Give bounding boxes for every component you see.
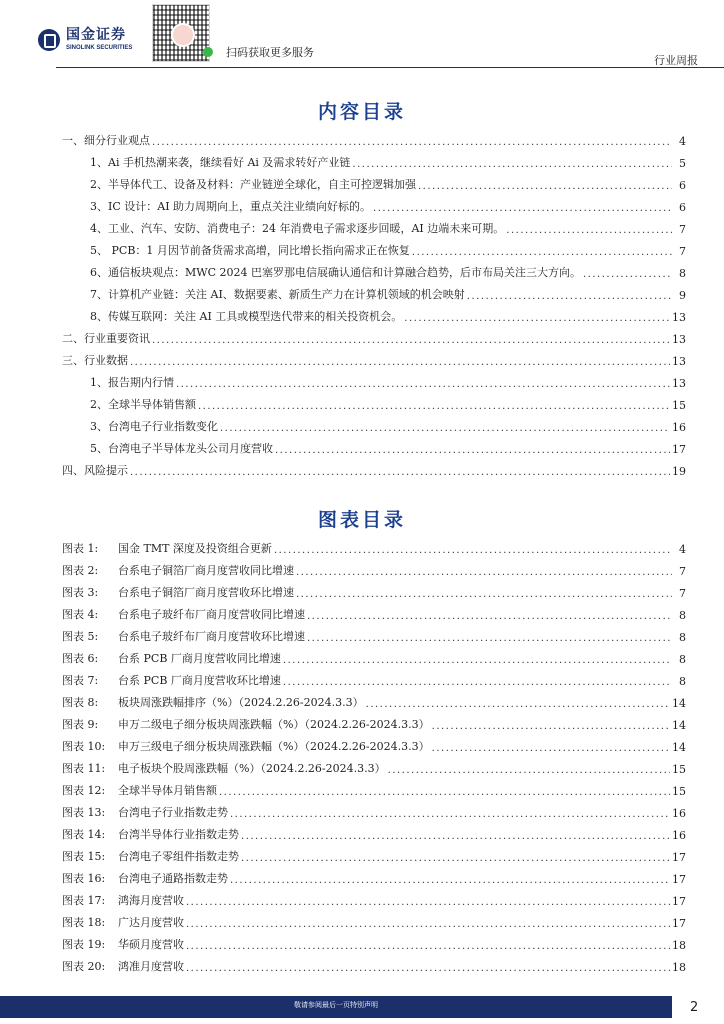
figure-item[interactable]: [62, 606, 686, 622]
figure-leader: [432, 721, 670, 732]
figure-number: 图表 17:: [62, 894, 106, 907]
toc-leader: [418, 181, 672, 192]
figure-label: 台湾电子零组件指数走势: [118, 850, 239, 863]
figure-item[interactable]: [62, 760, 686, 776]
figure-number: 图表 18:: [62, 916, 106, 929]
toc-item[interactable]: [62, 132, 686, 148]
figure-number: 图表 13:: [62, 806, 106, 819]
figure-label: 鸿海月度营收: [118, 894, 184, 907]
figure-number: 图表 19:: [62, 938, 106, 951]
figures-title: 图表目录: [317, 509, 406, 531]
figure-item[interactable]: [62, 892, 686, 908]
figure-page: 15: [672, 785, 686, 798]
wechat-badge-icon: [203, 47, 213, 57]
figure-item[interactable]: [62, 870, 686, 886]
toc-item-page: 13: [672, 377, 686, 390]
report-type-label: 行业周报: [654, 54, 698, 67]
toc-leader: [506, 225, 672, 236]
figure-page: 18: [672, 939, 686, 952]
figure-number: 图表 2:: [62, 564, 99, 577]
figure-page: 17: [672, 917, 686, 930]
figure-leader: [241, 853, 670, 864]
figure-leader: [186, 897, 670, 908]
figure-number: 图表 14:: [62, 828, 106, 841]
figure-label: 台系电子玻纤布厂商月度营收环比增速: [118, 630, 305, 643]
toc-item-page: 13: [672, 355, 686, 368]
figure-leader: [432, 743, 670, 754]
figure-leader: [296, 567, 672, 578]
toc-title: 内容目录: [317, 101, 406, 123]
logo-mark-icon: [38, 29, 60, 51]
toc-leader: [198, 401, 670, 412]
figure-leader: [230, 875, 670, 886]
figure-label: 台系电子铜箔厂商月度营收环比增速: [118, 586, 294, 599]
figure-page: 17: [672, 873, 686, 886]
toc-leader: [404, 313, 670, 324]
figure-leader: [186, 963, 670, 974]
figure-leader: [388, 765, 670, 776]
toc-leader: [130, 357, 670, 368]
figure-number: 图表 6:: [62, 652, 99, 665]
toc-leader: [176, 379, 670, 390]
toc-leader: [220, 423, 670, 434]
page-number: 2: [690, 1000, 699, 1015]
figure-page: 16: [672, 829, 686, 842]
figure-number: 图表 10:: [62, 740, 106, 753]
toc-item-label: 二、行业重要资讯: [62, 332, 150, 345]
figure-number: 图表 20:: [62, 960, 106, 973]
figure-number: 图表 9:: [62, 718, 99, 731]
toc-item-page: 4: [679, 135, 686, 148]
toc-item[interactable]: [90, 396, 686, 412]
figure-page: 8: [679, 653, 686, 666]
toc-item-page: 13: [672, 311, 686, 324]
figure-item[interactable]: [62, 650, 686, 666]
figure-leader: [283, 677, 672, 688]
figure-leader: [230, 809, 670, 820]
toc-item[interactable]: [90, 308, 686, 324]
toc-item-label: 8、传媒互联网：关注 AI 工具或模型迭代带来的相关投资机会。: [90, 310, 403, 323]
footer-disclaimer: 敬请参阅最后一页特别声明: [294, 1001, 378, 1009]
toc-item-label: 3、台湾电子行业指数变化: [90, 420, 218, 433]
figure-label: 全球半导体月销售额: [118, 784, 217, 797]
toc-leader: [583, 269, 672, 280]
toc-leader: [152, 137, 672, 148]
figure-number: 图表 3:: [62, 586, 99, 599]
figure-item[interactable]: [62, 628, 686, 644]
figure-leader: [307, 611, 672, 622]
figure-leader: [366, 699, 670, 710]
toc-leader: [373, 203, 672, 214]
qr-center-avatar: [171, 23, 195, 47]
figure-label: 板块周涨跌幅排序（%）（2024.2.26-2024.3.3）: [118, 696, 364, 709]
figure-page: 17: [672, 895, 686, 908]
toc-item-page: 6: [679, 201, 686, 214]
toc-item[interactable]: [90, 264, 686, 280]
toc-item[interactable]: [90, 242, 686, 258]
figure-item[interactable]: [62, 848, 686, 864]
toc-item-page: 7: [679, 223, 686, 236]
figure-number: 图表 15:: [62, 850, 106, 863]
toc-item-label: 四、风险提示: [62, 464, 128, 477]
figure-label: 广达月度营收: [118, 916, 184, 929]
figure-label: 申万三级电子细分板块周涨跌幅（%）（2024.2.26-2024.3.3）: [118, 740, 430, 753]
toc-item-label: 1、Ai 手机热潮来袭，继续看好 Ai 及需求转好产业链: [90, 156, 351, 169]
figure-leader: [241, 831, 670, 842]
toc-item[interactable]: [90, 418, 686, 434]
figure-label: 鸿准月度营收: [118, 960, 184, 973]
figure-page: 8: [679, 609, 686, 622]
toc-item-page: 17: [672, 443, 686, 456]
toc-item[interactable]: [62, 462, 686, 478]
figure-item[interactable]: [62, 694, 686, 710]
figure-number: 图表 1:: [62, 542, 99, 555]
toc-leader: [352, 159, 672, 170]
toc-item-label: 4、工业、汽车、安防、消费电子：24 年消费电子需求逐步回暖，AI 边端未来可期。: [90, 222, 505, 235]
toc-item[interactable]: [90, 220, 686, 236]
toc-item-label: 一、细分行业观点: [62, 134, 150, 147]
company-logo: [38, 28, 132, 51]
toc-item-page: 6: [679, 179, 686, 192]
qr-code-icon: [152, 4, 210, 62]
toc-leader: [467, 291, 672, 302]
figure-number: 图表 5:: [62, 630, 99, 643]
figure-number: 图表 16:: [62, 872, 106, 885]
figure-number: 图表 7:: [62, 674, 99, 687]
toc-item-label: 6、通信板块观点：MWC 2024 巴塞罗那电信展确认通信和计算融合趋势，后市布局关注三大方向。: [90, 266, 581, 279]
figure-item[interactable]: [62, 584, 686, 600]
header-divider: [56, 67, 724, 68]
logo-text: [66, 28, 132, 51]
figure-label: 台系电子玻纤布厂商月度营收同比增速: [118, 608, 305, 621]
figure-item[interactable]: [62, 562, 686, 578]
toc-leader: [275, 445, 670, 456]
toc-item-label: 2、半导体代工、设备及材料：产业链逆全球化，自主可控逻辑加强: [90, 178, 416, 191]
figure-page: 18: [672, 961, 686, 974]
figure-leader: [186, 919, 670, 930]
toc-item-label: 5、 PCB：1 月因节前备货需求高增，同比增长指向需求正在恢复: [90, 244, 410, 257]
figure-page: 8: [679, 675, 686, 688]
figure-leader: [296, 589, 672, 600]
figure-label: 台湾电子通路指数走势: [118, 872, 228, 885]
toc-item[interactable]: [90, 374, 686, 390]
figure-label: 国金 TMT 深度及投资组合更新: [118, 542, 272, 555]
figure-label: 华硕月度营收: [118, 938, 184, 951]
figure-leader: [219, 787, 670, 798]
toc-item[interactable]: [90, 176, 686, 192]
toc-item[interactable]: [90, 198, 686, 214]
toc-item[interactable]: [62, 352, 686, 368]
toc-item-page: 8: [679, 267, 686, 280]
page-header: [0, 0, 724, 68]
figure-item[interactable]: [62, 716, 686, 732]
toc-item-page: 13: [672, 333, 686, 346]
figure-leader: [307, 633, 672, 644]
toc-item[interactable]: [90, 154, 686, 170]
figure-page: 16: [672, 807, 686, 820]
toc-item-page: 16: [672, 421, 686, 434]
figure-label: 申万二级电子细分板块周涨跌幅（%）（2024.2.26-2024.3.3）: [118, 718, 430, 731]
toc-item[interactable]: [90, 286, 686, 302]
toc-leader: [412, 247, 672, 258]
figure-item[interactable]: [62, 804, 686, 820]
figure-label: 台湾半导体行业指数走势: [118, 828, 239, 841]
toc-item-page: 5: [679, 157, 686, 170]
figure-label: 台湾电子行业指数走势: [118, 806, 228, 819]
figure-item[interactable]: [62, 958, 686, 974]
figure-page: 14: [672, 741, 686, 754]
figure-leader: [186, 941, 670, 952]
figure-page: 15: [672, 763, 686, 776]
toc-leader: [130, 467, 670, 478]
figure-item[interactable]: [62, 540, 686, 556]
figure-label: 电子板块个股周涨跌幅（%）（2024.2.26-2024.3.3）: [118, 762, 386, 775]
figure-page: 14: [672, 697, 686, 710]
figure-page: 7: [679, 565, 686, 578]
figure-leader: [274, 545, 672, 556]
figure-number: 图表 11:: [62, 762, 106, 775]
toc-item-label: 7、计算机产业链：关注 AI、数据要素、新质生产力在计算机领域的机会映射: [90, 288, 465, 301]
figure-item[interactable]: [62, 936, 686, 952]
toc-item-label: 2、全球半导体销售额: [90, 398, 196, 411]
figure-item[interactable]: [62, 672, 686, 688]
toc-item-label: 1、报告期内行情: [90, 376, 174, 389]
figure-item[interactable]: [62, 914, 686, 930]
figure-page: 7: [679, 587, 686, 600]
qr-caption: 扫码获取更多服务: [226, 46, 314, 59]
toc-item-page: 15: [672, 399, 686, 412]
figure-number: 图表 4:: [62, 608, 99, 621]
figure-item[interactable]: [62, 826, 686, 842]
toc-item-page: 19: [672, 465, 686, 478]
figure-page: 8: [679, 631, 686, 644]
figure-leader: [283, 655, 672, 666]
figure-page: 17: [672, 851, 686, 864]
logo-chinese-name: 国金证券: [66, 27, 126, 43]
figure-item[interactable]: [62, 782, 686, 798]
figure-number: 图表 12:: [62, 784, 106, 797]
figure-label: 台系 PCB 厂商月度营收环比增速: [118, 674, 281, 687]
toc-item[interactable]: [62, 330, 686, 346]
figure-page: 14: [672, 719, 686, 732]
toc-item-page: 9: [679, 289, 686, 302]
toc-item-label: 5、台湾电子半导体龙头公司月度营收: [90, 442, 273, 455]
figure-number: 图表 8:: [62, 696, 99, 709]
toc-leader: [152, 335, 670, 346]
toc-item[interactable]: [90, 440, 686, 456]
figure-page: 4: [679, 543, 686, 556]
toc-item-page: 7: [679, 245, 686, 258]
figure-label: 台系电子铜箔厂商月度营收同比增速: [118, 564, 294, 577]
figure-label: 台系 PCB 厂商月度营收同比增速: [118, 652, 281, 665]
figure-item[interactable]: [62, 738, 686, 754]
toc-item-label: 三、行业数据: [62, 354, 128, 367]
toc-item-label: 3、IC 设计：AI 助力周期向上，重点关注业绩向好标的。: [90, 200, 372, 213]
logo-english-name: SINOLINK SECURITIES: [66, 45, 133, 51]
